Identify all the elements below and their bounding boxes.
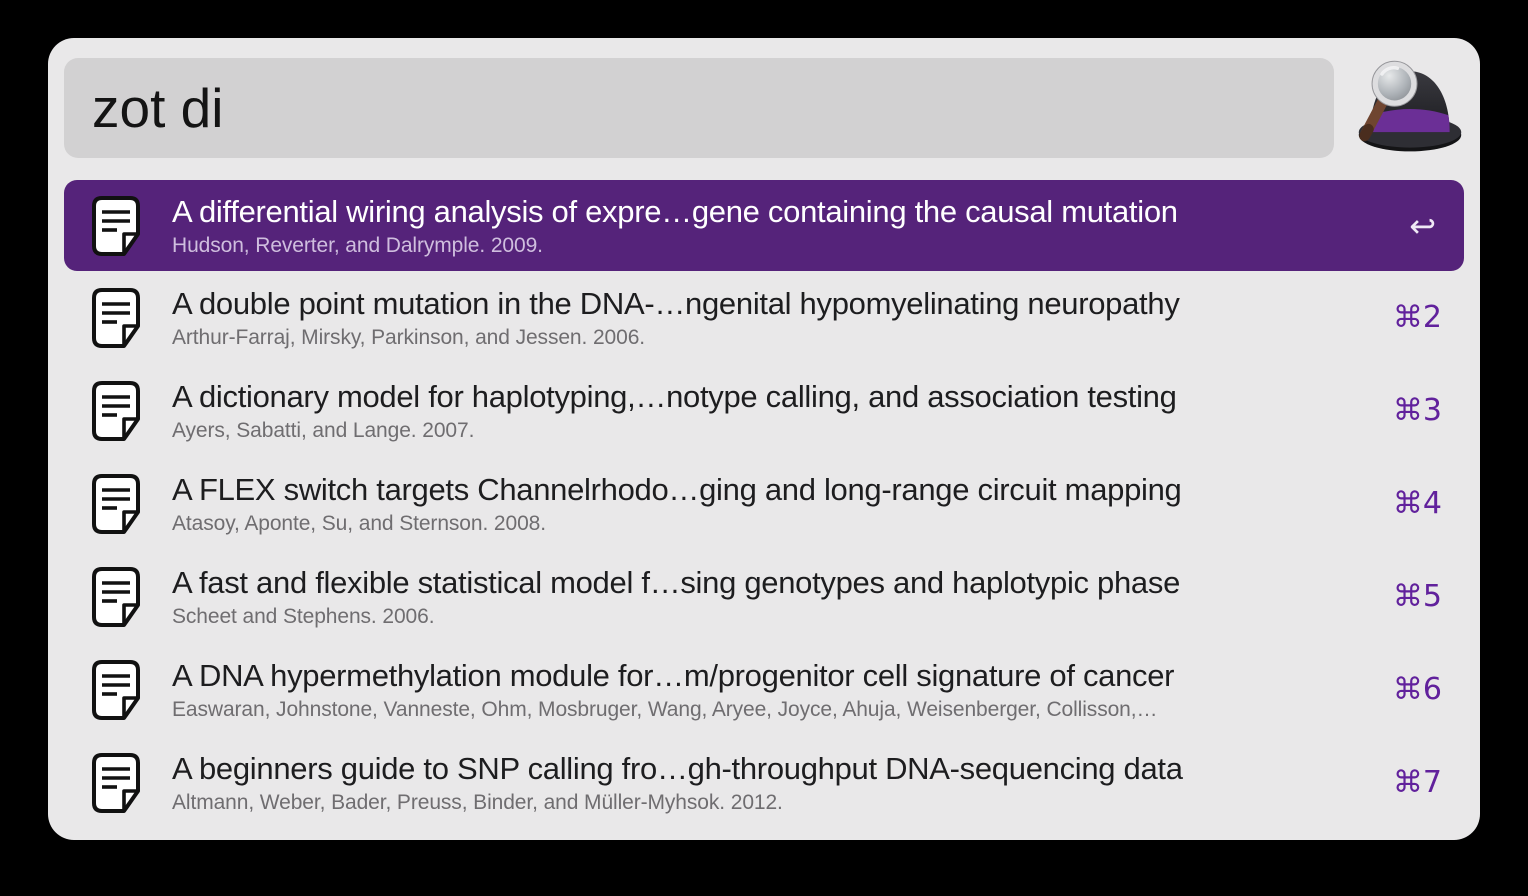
document-icon	[90, 565, 142, 629]
result-subtitle: Ayers, Sabatti, and Lange. 2007.	[172, 418, 475, 442]
bowler-hat-icon	[1352, 52, 1468, 160]
search-bar[interactable]	[64, 58, 1334, 158]
result-texts	[172, 471, 1381, 535]
alfred-window	[48, 38, 1480, 840]
result-row[interactable]	[64, 643, 1464, 736]
result-row[interactable]	[64, 457, 1464, 550]
document-icon	[90, 379, 142, 443]
result-title: A dictionary model for haplotyping,…notype calling, and association testing	[172, 379, 1177, 415]
result-title: A DNA hypermethylation module for…m/progenitor cell signature of cancer	[172, 658, 1175, 694]
result-texts	[172, 564, 1381, 628]
document-icon	[90, 658, 142, 722]
result-subtitle: Scheet and Stephens. 2006.	[172, 604, 435, 628]
result-row[interactable]	[64, 364, 1464, 457]
results-list	[64, 180, 1464, 829]
result-texts	[172, 378, 1381, 442]
result-row[interactable]	[64, 180, 1464, 271]
result-title: A differential wiring analysis of expre…gene containing the causal mutation	[172, 194, 1178, 230]
document-icon	[90, 472, 142, 536]
result-row[interactable]	[64, 550, 1464, 643]
shortcut-hint: ⌘7	[1392, 765, 1442, 800]
shortcut-hint: ⌘2	[1392, 300, 1442, 335]
shortcut-hint: ⌘6	[1392, 672, 1442, 707]
shortcut-hint: ⌘5	[1392, 579, 1442, 614]
return-icon: ↩	[1409, 206, 1436, 245]
document-icon	[90, 286, 142, 350]
result-title: A beginners guide to SNP calling fro…gh-throughput DNA-sequencing data	[172, 751, 1183, 787]
result-subtitle: Easwaran, Johnstone, Vanneste, Ohm, Mosbruger, Wang, Aryee, Joyce, Ahuja, Weisenberger, Collisson,…	[172, 697, 1158, 721]
result-texts	[172, 285, 1381, 349]
result-title: A FLEX switch targets Channelrhodo…ging and long-range circuit mapping	[172, 472, 1182, 508]
shortcut-hint: ⌘4	[1392, 486, 1442, 521]
result-texts	[172, 750, 1381, 814]
result-row[interactable]	[64, 736, 1464, 829]
document-icon	[90, 194, 142, 258]
result-texts	[172, 657, 1381, 721]
result-subtitle: Atasoy, Aponte, Su, and Sternson. 2008.	[172, 511, 546, 535]
alfred-app-icon	[1352, 52, 1468, 160]
result-texts	[172, 193, 1397, 257]
result-title: A fast and flexible statistical model f…sing genotypes and haplotypic phase	[172, 565, 1181, 601]
document-icon	[90, 751, 142, 815]
search-input[interactable]	[64, 58, 1334, 158]
result-subtitle: Altmann, Weber, Bader, Preuss, Binder, and Müller-Myhsok. 2012.	[172, 790, 783, 814]
result-subtitle: Hudson, Reverter, and Dalrymple. 2009.	[172, 233, 543, 257]
result-title: A double point mutation in the DNA-…ngenital hypomyelinating neuropathy	[172, 286, 1180, 322]
shortcut-hint: ⌘3	[1392, 393, 1442, 428]
result-row[interactable]	[64, 271, 1464, 364]
result-subtitle: Arthur-Farraj, Mirsky, Parkinson, and Jessen. 2006.	[172, 325, 646, 349]
